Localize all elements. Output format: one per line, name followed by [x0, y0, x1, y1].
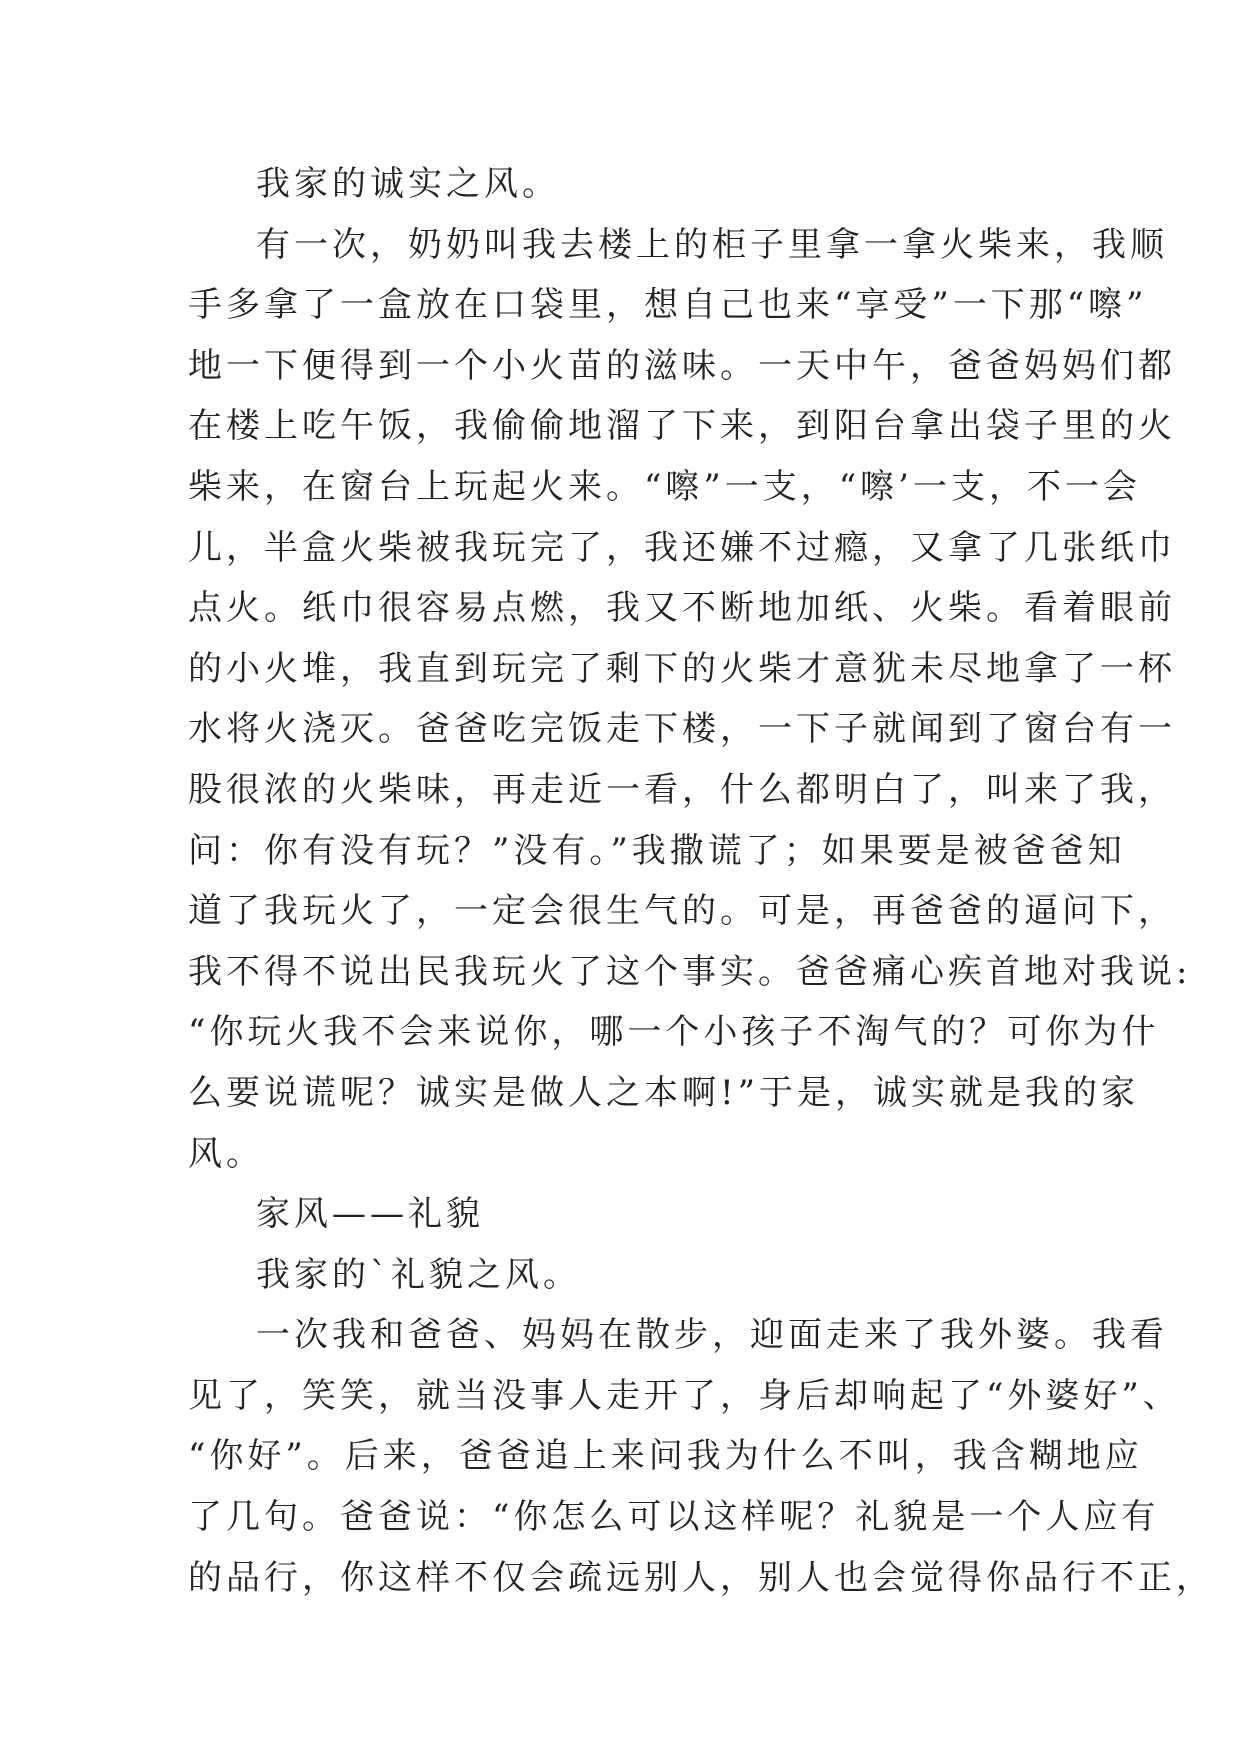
paragraph-line: 水将火浇灭。爸爸吃完饭走下楼，一下子就闻到了窗台有一: [188, 709, 1176, 750]
paragraph-line: 点火。纸巾很容易点燃，我又不断地加纸、火柴。看着眼前: [188, 588, 1176, 629]
paragraph-line: “你玩火我不会来说你，哪一个小孩子不淘气的？可你为什: [188, 1012, 1160, 1053]
paragraph-line: 我家的诚实之风。: [256, 164, 560, 204]
paragraph-line: 么要说谎呢？诚实是做人之本啊!”于是，诚实就是我的家: [188, 1072, 1140, 1113]
paragraph-line: 有一次，奶奶叫我去楼上的柜子里拿一拿火柴来，我顺: [256, 224, 1168, 265]
paragraph-line: 柴来，在窗台上玩起火来。“嚓”一支，“嚓’一支，不一会: [188, 466, 1141, 507]
paragraph-line: 的品行，你这样不仅会疏远别人，别人也会觉得你品行不正，: [188, 1557, 1214, 1598]
paragraph-line: 道了我玩火了，一定会很生气的。可是，再爸爸的逼问下，: [188, 891, 1176, 932]
paragraph-line: 我不得不说出民我玩火了这个事实。爸爸痛心疾首地对我说:: [188, 951, 1192, 992]
paragraph-line: 见了，笑笑，就当没事人走开了，身后却响起了“外婆好”、: [188, 1375, 1181, 1416]
paragraph-line: 儿，半盒火柴被我玩完了，我还嫌不过瘾，又拿了几张纸巾: [188, 527, 1176, 568]
paragraph-line: 我家的`礼貌之风。: [256, 1254, 581, 1295]
paragraph-line: 在楼上吃午饭，我偷偷地溜了下来，到阳台拿出袋子里的火: [188, 406, 1176, 447]
paragraph-line: 股很浓的火柴味，再走近一看，什么都明白了，叫来了我，: [188, 769, 1176, 810]
section-heading: 家风——礼貌: [256, 1194, 484, 1235]
paragraph-line: 问：你有没有玩？”没有。”我撒谎了；如果要是被爸爸知: [188, 830, 1126, 871]
paragraph-line: 手多拿了一盒放在口袋里，想自己也来“享受”一下那“嚓”: [188, 285, 1148, 326]
essay-body: [188, 154, 1214, 1608]
paragraph-line: 风。: [188, 1133, 264, 1174]
paragraph-line: 一次我和爸爸、妈妈在散步，迎面走来了我外婆。我看: [256, 1315, 1168, 1356]
paragraph-line: 了几句。爸爸说：“你怎么可以这样呢？礼貌是一个人应有: [188, 1497, 1160, 1538]
paragraph-line: 地一下便得到一个小火苗的滋味。一天中午，爸爸妈妈们都: [188, 345, 1176, 386]
paragraph-line: “你好”。后来，爸爸追上来问我为什么不叫，我含糊地应: [188, 1436, 1143, 1477]
paragraph-line: 的小火堆，我直到玩完了剩下的火柴才意犹未尽地拿了一杯: [188, 648, 1176, 689]
